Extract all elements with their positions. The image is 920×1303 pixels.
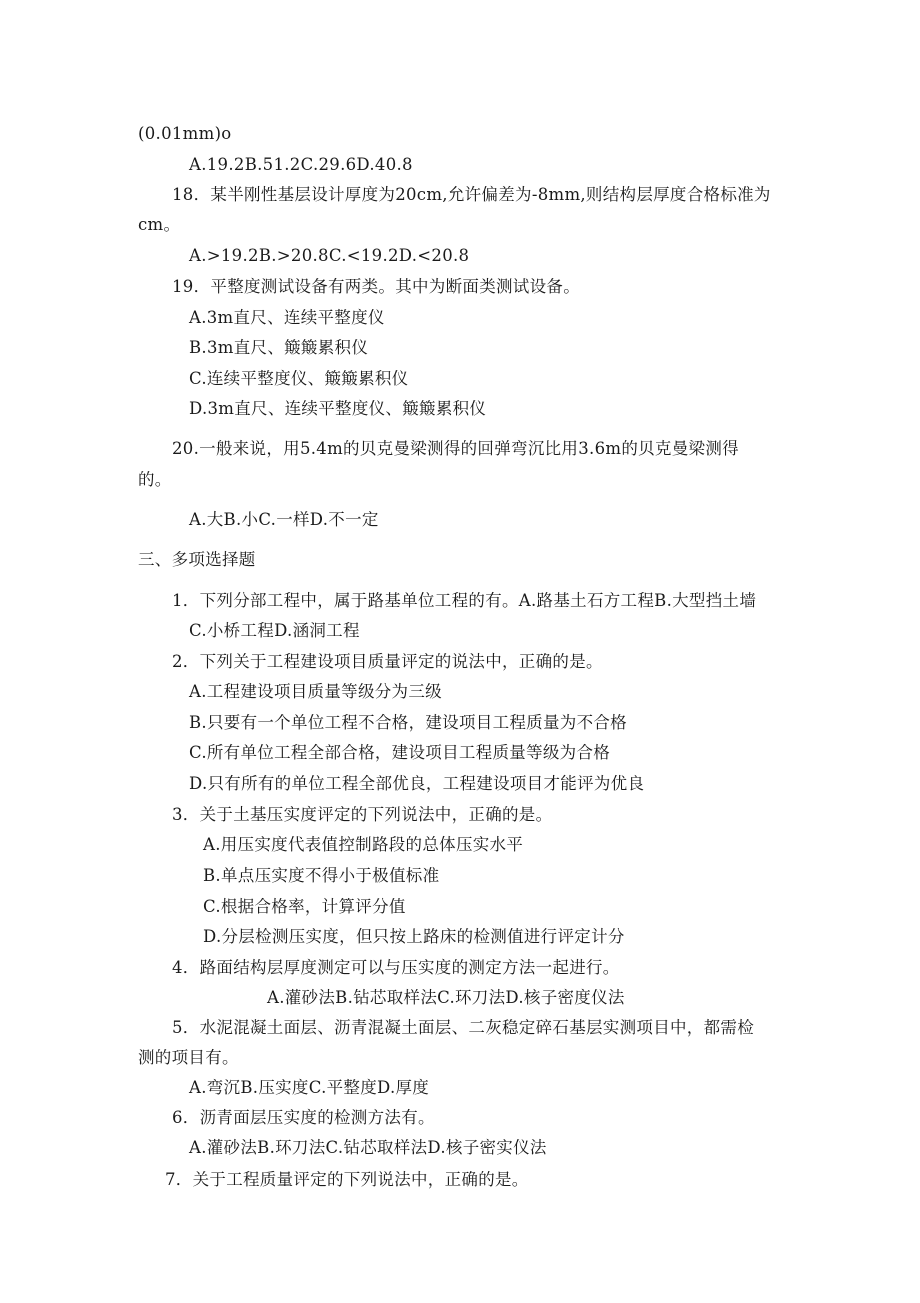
answer-option: C.连续平整度仪、簸簸累积仪 [189, 369, 409, 388]
answer-options: A.>19.2B.>20.8C.<19.2D.<20.8 [189, 246, 470, 265]
answer-option: D.只有所有的单位工程全部优良，工程建设项目才能评为优良 [189, 774, 645, 793]
question-5: 5．水泥混凝土面层、沥青混凝土面层、二灰稳定碎石基层实测项目中，都需检 [172, 1018, 754, 1037]
question-6: 6．沥青面层压实度的检测方法有。 [172, 1108, 435, 1127]
answer-options: A.灌砂法B.钻芯取样法C.环刀法D.核子密度仪法 [267, 988, 625, 1007]
question-20: 20.一般来说，用5.4m的贝克曼梁测得的回弹弯沉比用3.6m的贝克曼梁测得 [172, 439, 739, 458]
text-line: cm。 [138, 215, 181, 234]
question-19: 19．平整度测试设备有两类。其中为断面类测试设备。 [172, 277, 580, 296]
question-4: 4．路面结构层厚度测定可以与压实度的测定方法一起进行。 [172, 958, 620, 977]
answer-option: B.单点压实度不得小于极值标准 [203, 866, 440, 885]
question-7: 7．关于工程质量评定的下列说法中，正确的是。 [165, 1170, 529, 1189]
answer-options: C.小桥工程D.涵洞工程 [189, 621, 360, 640]
question-18: 18．某半刚性基层设计厚度为20cm,允许偏差为-8mm,则结构层厚度合格标准为 [172, 185, 771, 204]
answer-option: C.所有单位工程全部合格，建设项目工程质量等级为合格 [189, 743, 611, 762]
answer-option: D.3m直尺、连续平整度仪、簸簸累积仪 [189, 399, 487, 418]
question-3: 3．关于土基压实度评定的下列说法中，正确的是。 [172, 805, 553, 824]
question-1: 1．下列分部工程中，属于路基单位工程的有。A.路基土石方工程B.大型挡土墙 [172, 591, 757, 610]
answer-option: B.3m直尺、簸簸累积仪 [189, 338, 369, 357]
text-line: 测的项目有。 [138, 1048, 239, 1067]
answer-options: A.19.2B.51.2C.29.6D.40.8 [189, 155, 413, 174]
answer-option: A.工程建设项目质量等级分为三级 [189, 682, 442, 701]
text-line: 的。 [138, 470, 172, 489]
text-line: (0.01mm)o [138, 124, 232, 143]
answer-options: A.大B.小C.一样D.不一定 [189, 510, 379, 529]
answer-option: D.分层检测压实度，但只按上路床的检测值进行评定计分 [203, 927, 625, 946]
answer-option: A.3m直尺、连续平整度仪 [189, 308, 385, 327]
answer-option: C.根据合格率，计算评分值 [203, 897, 406, 916]
section-heading: 三、多项选择题 [138, 550, 256, 569]
answer-options: A.弯沉B.压实度C.平整度D.厚度 [189, 1078, 430, 1097]
answer-options: A.灌砂法B.环刀法C.钻芯取样法D.核子密实仪法 [189, 1138, 547, 1157]
answer-option: B.只要有一个单位工程不合格，建设项目工程质量为不合格 [189, 713, 627, 732]
question-2: 2．下列关于工程建设项目质量评定的说法中，正确的是。 [172, 652, 603, 671]
answer-option: A.用压实度代表值控制路段的总体压实水平 [203, 835, 524, 854]
